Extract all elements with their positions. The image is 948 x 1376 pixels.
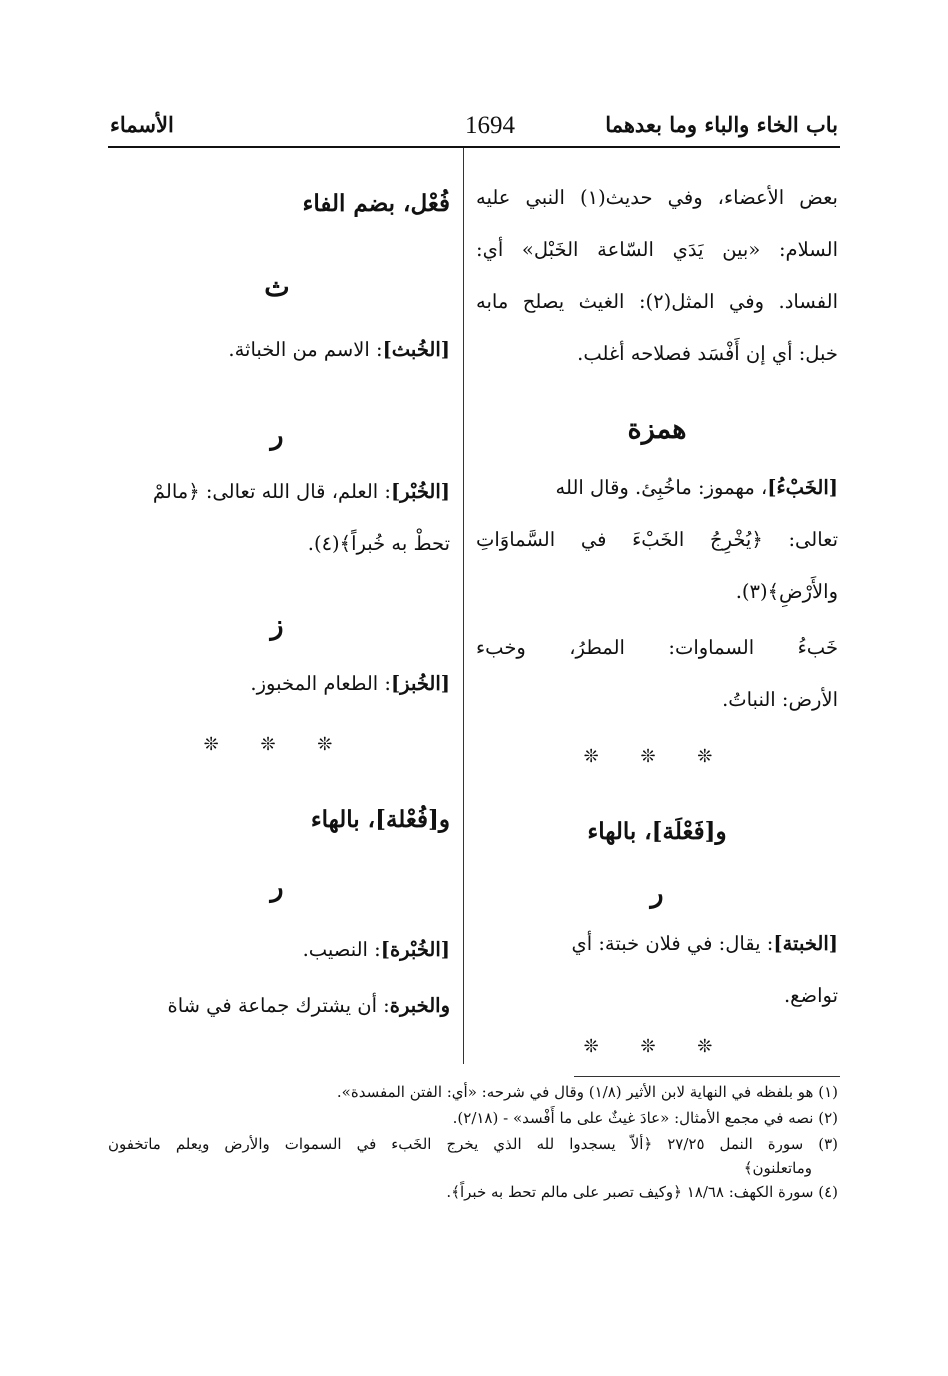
text-line: بعض الأعضاء، وفي حديث(١) النبي عليه: [476, 186, 838, 209]
entry-keyword: والخبرة: [389, 994, 450, 1017]
footnote-rule: [574, 1076, 840, 1077]
entry-text: : يقال: في فلان خبتة: أي: [571, 932, 774, 955]
letter-heading-zay: ز: [270, 610, 284, 641]
text-line: تعالى: ﴿يُخْرِجُ الخَبْءَ في السَّماوَاتِ: [476, 528, 838, 551]
text-line: تحطْ به خُبراً﴾(٤).: [307, 532, 450, 555]
entry-text: ، مهموز: ماخُبِئ. وقال الله: [555, 476, 768, 499]
footnote-3: (٣) سورة النمل ٢٧/٢٥ ﴿ألاّ يسجدوا لله الذي يخرج الخَبء في السموات والأرض ويعلم ماتخفون: [108, 1135, 838, 1153]
text-line: والأَرْضِ﴾(٣).: [735, 580, 838, 603]
section-separator: ❊ ❊ ❊: [203, 734, 351, 755]
letter-heading-tha: ث: [264, 272, 290, 303]
entry-keyword: [الخُبْر]: [390, 480, 450, 503]
footnote-4: (٤) سورة الكهف: ١٨/٦٨ ﴿وكيف تصبر على مالم تحط به خبراً﴾.: [446, 1183, 838, 1201]
text-line: الأرض: النباتُ.: [722, 688, 838, 711]
entry-text: : الطعام المخبوز.: [250, 672, 391, 695]
page-number: 1694: [465, 112, 515, 139]
entry-khabta: [476, 930, 838, 958]
letter-heading-ra: ر: [270, 872, 284, 903]
column-divider: [463, 148, 464, 1064]
section-heading-falla: و[فَعْلَة]، بالهاء: [587, 818, 727, 845]
entry-khubra-2: [104, 992, 450, 1020]
section-heading-fulla: و[فُعْلة]، بالهاء: [310, 806, 450, 833]
entry-text: : العلم، قال الله تعالى: ﴿مالمْ: [152, 480, 391, 503]
letter-heading-ra: ر: [650, 878, 664, 909]
text-line: خَبءُ السماوات: المطرُ، وخبء: [476, 636, 838, 659]
section-heading-hamza: همزة: [627, 414, 687, 445]
entry-keyword: [الخُبث]: [382, 338, 450, 361]
entry-khubra: [104, 936, 450, 964]
entry-keyword: [الخُبْرة]: [380, 938, 450, 961]
running-header-chapter: باب الخاء والباء وما بعدهما: [605, 112, 838, 137]
text-line: السلام: «بين يَدَي السّاعة الخَبْل» أي:: [476, 238, 838, 261]
entry-khubth: [104, 336, 450, 364]
footnote-3-continued: وماتعلنون﴾: [743, 1159, 812, 1177]
entry-keyword: [الخبتة]: [773, 932, 838, 955]
entry-keyword: [الخَبْءُ]: [767, 476, 838, 499]
entry-text: : النصيب.: [302, 938, 381, 961]
entry-keyword: [الخُبز]: [390, 672, 450, 695]
footnote-2: (٢) نصه في مجمع الأمثال: «عادَ غيثٌ على ما أَفْسد» - (٢/١٨).: [452, 1109, 838, 1127]
entry-khubr: [104, 478, 450, 506]
text-line: خبل: أي إن أَفْسَد فصلاحه أغلب.: [577, 342, 838, 365]
entry-khab: [476, 474, 838, 502]
header-rule: [108, 146, 840, 148]
entry-khubz: [104, 670, 450, 698]
section-heading-fuel: فُعْل، بضم الفاء: [302, 190, 450, 217]
section-separator: ❊ ❊ ❊: [583, 1036, 731, 1057]
section-separator: ❊ ❊ ❊: [583, 746, 731, 767]
text-line: تواضع.: [783, 984, 838, 1007]
letter-heading-ra: ر: [270, 420, 284, 451]
text-line: الفساد. وفي المثل(٢): الغيث يصلح مابه: [476, 290, 838, 313]
running-header-section: الأسماء: [110, 112, 174, 137]
entry-text: : الاسم من الخباثة.: [228, 338, 383, 361]
footnote-1: (١) هو بلفظه في النهاية لابن الأثير (١/٨) وقال في شرحه: «أي: الفتن المفسدة».: [336, 1083, 838, 1101]
entry-text: : أن يشترك جماعة في شاة: [167, 994, 390, 1017]
